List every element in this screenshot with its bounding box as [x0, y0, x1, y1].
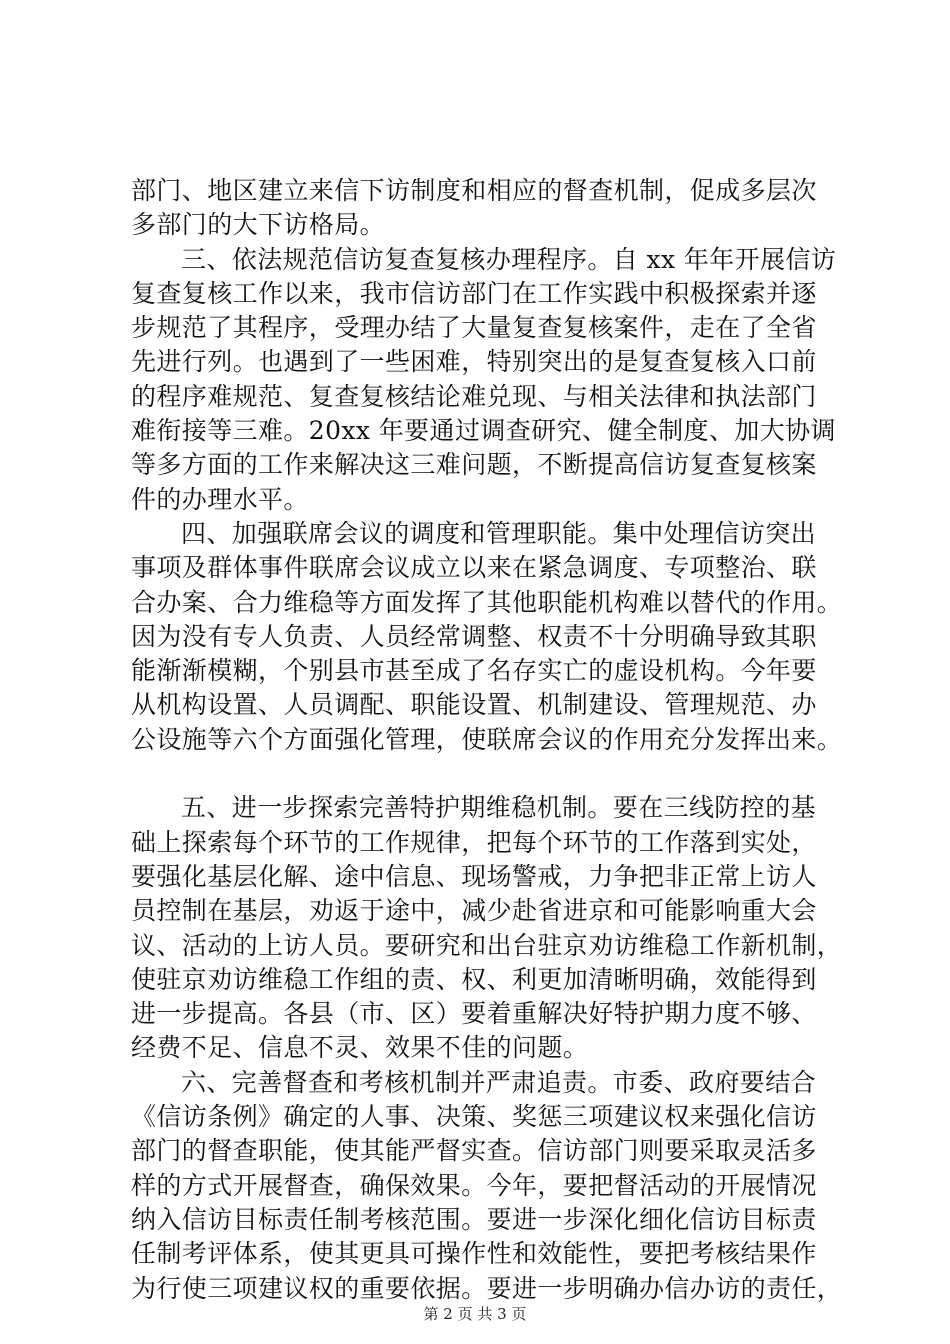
text-line: 纳入信访目标责任制考核范围。要进一步深化细化信访目标责: [131, 1204, 817, 1234]
text-line: 部门的督查职能，使其能严督实查。信访部门则要采取灵活多: [131, 1136, 817, 1166]
text-line: 四、加强联席会议的调度和管理职能。集中处理信访突出: [181, 518, 817, 548]
text-line: 难衔接等三难。20xx 年要通过调查研究、健全制度、加大协调: [131, 416, 836, 446]
text-line: 等多方面的工作来解决这三难问题，不断提高信访复查复核案: [131, 450, 817, 480]
text-line: 件的办理水平。: [131, 484, 309, 514]
text-line: 经费不足、信息不灵、效果不佳的问题。: [131, 1033, 589, 1063]
document-body: [131, 174, 843, 1306]
text-line: 进一步提高。各县（市、区）要着重解决好特护期力度不够、: [131, 999, 817, 1029]
text-line: 复查复核工作以来，我市信访部门在工作实践中积极探索并逐: [131, 278, 817, 308]
text-line: 部门、地区建立来信下访制度和相应的督查机制，促成多层次: [131, 176, 817, 205]
paragraph-gap: [131, 757, 831, 791]
text-line: 《信访条例》确定的人事、决策、奖惩三项建议权来强化信访: [131, 1102, 817, 1132]
text-line: 合办案、合力维稳等方面发挥了其他职能机构难以替代的作用。: [131, 587, 843, 617]
text-line: 从机构设置、人员调配、职能设置、机制建设、管理规范、办: [131, 690, 817, 720]
text-line: 样的方式开展督查，确保效果。今年，要把督活动的开展情况: [131, 1170, 817, 1200]
paragraph: [131, 174, 831, 243]
text-line: 先进行列。也遇到了一些困难，特别突出的是复查复核入口前: [131, 347, 817, 377]
text-line: 五、进一步探索完善特护期维稳机制。要在三线防控的基: [181, 793, 817, 823]
paragraph: [131, 517, 843, 757]
paragraph: [131, 243, 837, 517]
text-line: 多部门的大下访格局。: [131, 210, 386, 240]
text-line: 的程序难规范、复查复核结论难兑现、与相关法律和执法部门: [131, 381, 817, 411]
text-line: 员控制在基层，劝返于途中，减少赴省进京和可能影响重大会: [131, 896, 817, 926]
text-line: 能渐渐模糊，个别县市甚至成了名存实亡的虚设机构。今年要: [131, 656, 817, 686]
text-line: 为行使三项建议权的重要依据。要进一步明确办信办访的责任，: [131, 1273, 843, 1303]
paragraph: [131, 1066, 843, 1306]
text-line: 任制考评体系，使其更具可操作性和效能性，要把考核结果作: [131, 1239, 817, 1269]
text-line: 础上探索每个环节的工作规律，把每个环节的工作落到实处，: [131, 827, 817, 857]
text-line: 因为没有专人负责、人员经常调整、权责不十分明确导致其职: [131, 621, 817, 651]
page-footer: 第 2 页 共 3 页: [423, 1305, 527, 1323]
text-line: 使驻京劝访维稳工作组的责、权、利更加清晰明确，效能得到: [131, 964, 817, 994]
text-line: 三、依法规范信访复查复核办理程序。自 xx 年年开展信访: [181, 244, 837, 274]
text-line: 事项及群体事件联席会议成立以来在紧急调度、专项整治、联: [131, 553, 817, 583]
text-line: 六、完善督查和考核机制并严肃追责。市委、政府要结合: [181, 1067, 817, 1097]
text-line: 要强化基层化解、途中信息、现场警戒，力争把非正常上访人: [131, 861, 817, 891]
paragraph: [131, 791, 843, 1065]
text-line: 议、活动的上访人员。要研究和出台驻京劝访维稳工作新机制，: [131, 930, 843, 960]
text-line: 步规范了其程序，受理办结了大量复查复核案件，走在了全省: [131, 313, 817, 343]
text-line: 公设施等六个方面强化管理，使联席会议的作用充分发挥出来。: [131, 724, 843, 754]
